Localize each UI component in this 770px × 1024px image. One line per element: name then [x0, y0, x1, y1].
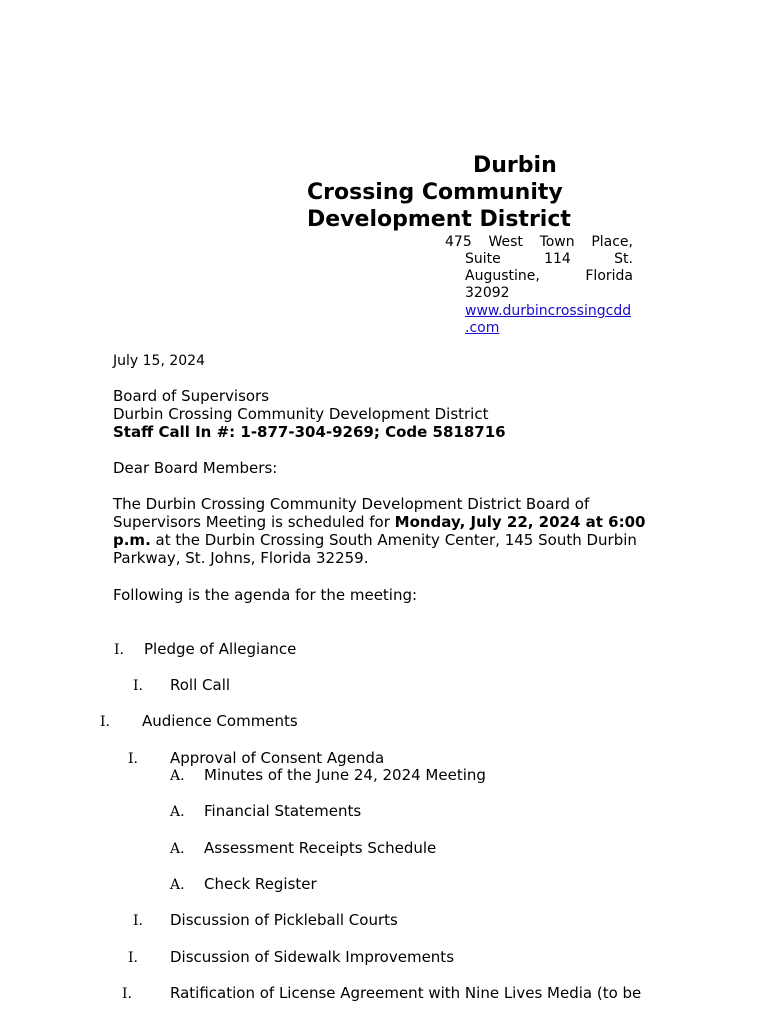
meeting-time-suffix: p.m.	[113, 531, 151, 549]
address-line-3	[465, 268, 633, 285]
address-word: Suite	[465, 251, 501, 267]
meeting-datetime: Monday, July 22, 2024 at 6:00	[394, 513, 646, 531]
address-word: Florida	[585, 268, 633, 284]
agenda-subitem: Minutes of the June 24, 2024 Meeting	[204, 766, 486, 784]
agenda-marker: I.	[100, 714, 110, 730]
agenda-marker: I.	[122, 986, 132, 1002]
agenda-marker: I.	[128, 751, 138, 767]
address-word: Augustine,	[465, 268, 540, 284]
agenda-item: Pledge of Allegiance	[144, 640, 297, 658]
agenda-subitem-marker: A.	[170, 841, 185, 857]
agenda-item: Discussion of Pickleball Courts	[170, 911, 398, 929]
address-line-2	[465, 251, 633, 268]
agenda-subitem-marker: A.	[170, 804, 185, 820]
org-name-line-1: Durbin	[473, 153, 557, 178]
salutation: Dear Board Members:	[113, 459, 278, 477]
address-word: Town	[539, 234, 575, 250]
agenda-intro: Following is the agenda for the meeting:	[113, 586, 418, 604]
paragraph-line-4: Parkway, St. Johns, Florida 32259.	[113, 549, 369, 567]
address-line-4: 32092	[465, 285, 510, 301]
staff-call-in-text: Staff Call In #: 1-877-304-9269; Code 5818716	[113, 423, 506, 441]
recipient-line-2: Durbin Crossing Community Development District	[113, 405, 489, 423]
agenda-item: Approval of Consent Agenda	[170, 749, 385, 767]
paragraph-text: Supervisors Meeting is scheduled for	[113, 513, 395, 531]
org-name-line-2: Crossing Community	[307, 180, 563, 205]
agenda-marker: I.	[128, 950, 138, 966]
paragraph-line-1: The Durbin Crossing Community Development District Board of	[113, 495, 590, 513]
agenda-subitem: Check Register	[204, 875, 317, 893]
address-word: Place,	[591, 234, 633, 250]
agenda-subitem-marker: A.	[170, 877, 185, 893]
address-word: St.	[614, 251, 633, 267]
website-link-line-2[interactable]: .com	[465, 320, 500, 336]
paragraph-text: at the Durbin Crossing South Amenity Center, 145 South Durbin	[150, 531, 637, 549]
paragraph-line-3	[113, 531, 637, 549]
agenda-item: Audience Comments	[142, 712, 298, 730]
staff-call-in	[113, 423, 506, 441]
org-name-line-3: Development District	[307, 207, 571, 232]
agenda-marker: I.	[114, 642, 124, 658]
address-word: 475	[445, 234, 472, 250]
agenda-subitem: Financial Statements	[204, 802, 362, 820]
website-link-line-1[interactable]: www.durbincrossingcdd	[465, 303, 632, 319]
address-word: West	[488, 234, 523, 250]
letter-date: July 15, 2024	[113, 353, 205, 369]
recipient-line-1: Board of Supervisors	[113, 387, 270, 405]
agenda-marker: I.	[133, 678, 143, 694]
address-line-1	[445, 234, 633, 251]
agenda-item: Roll Call	[170, 676, 231, 694]
agenda-marker: I.	[133, 913, 143, 929]
paragraph-line-2	[113, 513, 645, 531]
agenda-subitem: Assessment Receipts Schedule	[204, 839, 437, 857]
address-word: 114	[544, 251, 571, 267]
agenda-item: Ratification of License Agreement with Nine Lives Media (to be	[170, 984, 642, 1002]
agenda-item: Discussion of Sidewalk Improvements	[170, 948, 455, 966]
agenda-subitem-marker: A.	[170, 768, 185, 784]
